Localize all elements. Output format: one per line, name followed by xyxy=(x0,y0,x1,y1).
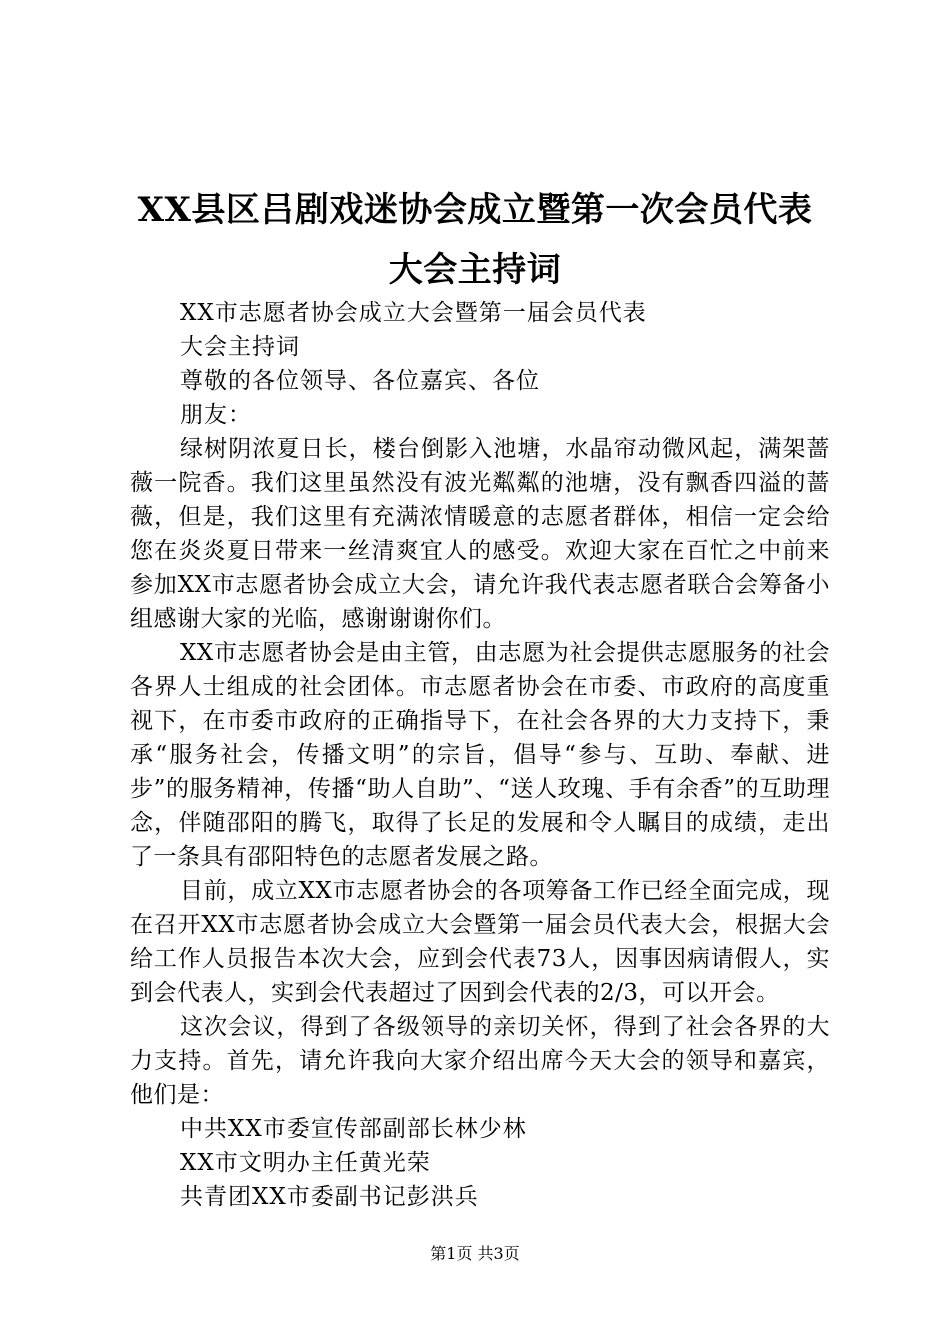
subtitle-line: 大会主持词 xyxy=(180,334,300,360)
body-paragraph: 这次会议，得到了各级领导的亲切关怀，得到了社会各界的大力支持。首先，请允许我向大家介绍出席今天大会的领导和嘉宾，他们是： xyxy=(130,1014,830,1108)
document-body xyxy=(130,296,830,1214)
subtitle-line: XX市志愿者协会成立大会暨第一届会员代表 xyxy=(180,300,647,326)
body-paragraph: XX市志愿者协会是由主管，由志愿为社会提供志愿服务的社会各界人士组成的社会团体。市志愿者协会在市委、市政府的高度重视下，在市委市政府的正确指导下，在社会各界的大力支持下，秉承“服务社会，传播文明”的宗旨，倡导“参与、互助、奉献、进步”的服务精神，传播“助人自助”、“送人玫瑰、手有余香”的互助理念，伴随邵阳的腾飞，取得了长足的发展和令人瞩目的成绩，走出了一条具有邵阳特色的志愿者发展之路。 xyxy=(130,640,830,870)
guest-line: 共青团XX市委副书记彭洪兵 xyxy=(180,1184,479,1210)
document-title-line-2: 大会主持词 xyxy=(388,250,562,290)
page-footer: 第1页 共3页 xyxy=(430,1244,520,1263)
salutation-line: 朋友： xyxy=(180,402,252,428)
body-paragraph: 绿树阴浓夏日长，楼台倒影入池塘，水晶帘动微风起，满架蔷薇一院香。我们这里虽然没有波光粼粼的池塘，没有飘香四溢的蔷薇，但是，我们这里有充满浓情暖意的志愿者群体，相信一定会给您在炎炎夏日带来一丝清爽宜人的感受。欢迎大家在百忙之中前来参加XX市志愿者协会成立大会，请允许我代表志愿者联合会筹备小组感谢大家的光临，感谢谢谢你们。 xyxy=(130,436,830,632)
document-title-line-1: XX县区吕剧戏迷协会成立暨第一次会员代表 xyxy=(137,190,813,230)
guest-line: XX市文明办主任黄光荣 xyxy=(180,1150,431,1176)
body-paragraph: 目前，成立XX市志愿者协会的各项筹备工作已经全面完成，现在召开XX市志愿者协会成立大会暨第一届会员代表大会，根据大会给工作人员报告本次大会，应到会代表73人，因事因病请假人，实到会代表人，实到会代表超过了因到会代表的2/3，可以开会。 xyxy=(130,878,830,1006)
guest-line: 中共XX市委宣传部副部长林少林 xyxy=(180,1116,527,1142)
salutation-line: 尊敬的各位领导、各位嘉宾、各位 xyxy=(180,368,540,394)
